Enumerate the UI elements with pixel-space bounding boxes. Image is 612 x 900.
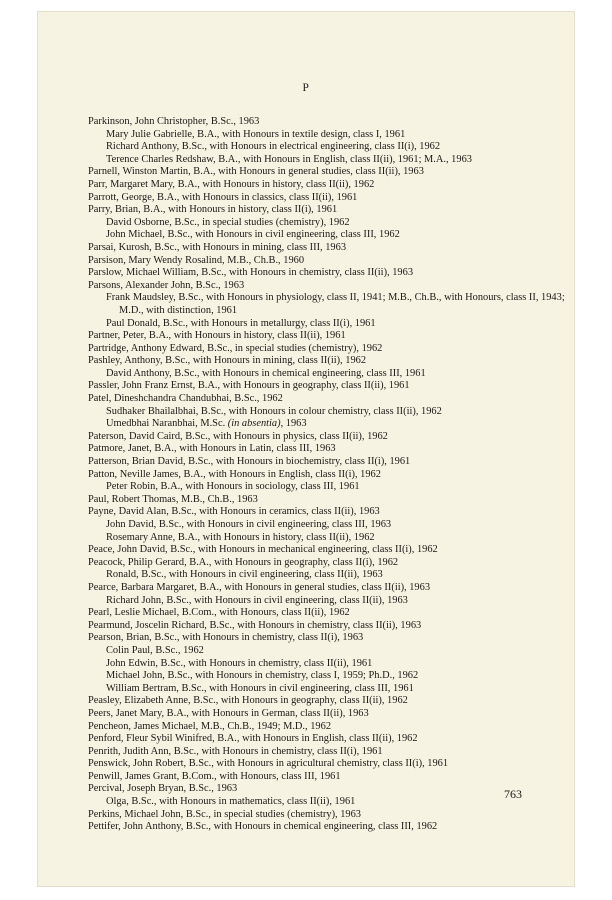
entry-text: Peter Robin, B.A., with Honours in sociology, class III, 1961 xyxy=(106,481,360,493)
sub-entry xyxy=(88,796,568,809)
entry xyxy=(88,355,568,368)
entry-text: Parkinson, John Christopher, B.Sc., 1963 xyxy=(88,116,260,127)
entry-text: Perkins, Michael John, B.Sc., in special studies (chemistry), 1963 xyxy=(88,808,362,820)
entry xyxy=(88,192,568,205)
sub-entry xyxy=(88,683,568,696)
entry xyxy=(88,544,568,557)
entry-text: Umedbhai Naranbhai, M.Sc. xyxy=(106,418,228,430)
entry-text: John Michael, B.Sc., with Honours in civil engineering, class III, 1962 xyxy=(106,229,400,241)
entry-text: Frank Maudsley, B.Sc., with Honours in physiology, class II, 1941; M.B., Ch.B., with Honours, class II, 1943; M.D., with distinction, 1961 xyxy=(106,292,565,316)
entry-text: Paterson, David Caird, B.Sc., with Honours in physics, class II(ii), 1962 xyxy=(88,430,388,442)
entry-text: Parr, Margaret Mary, B.A., with Honours in history, class II(ii), 1962 xyxy=(88,178,375,190)
entry xyxy=(88,620,568,633)
entry-text: Colin Paul, B.Sc., 1962 xyxy=(106,644,204,656)
entry-text: Patton, Neville James, B.A., with Honours in English, class II(i), 1962 xyxy=(88,468,381,480)
entry-text: Partner, Peter, B.A., with Honours in history, class II(ii), 1961 xyxy=(88,330,346,342)
entry xyxy=(88,204,568,217)
entry-text: Percival, Joseph Bryan, B.Sc., 1963 xyxy=(88,783,238,795)
sub-entry xyxy=(88,532,568,545)
entry-text: Michael John, B.Sc., with Honours in chemistry, class I, 1959; Ph.D., 1962 xyxy=(106,670,419,682)
entry-text: John Edwin, B.Sc., with Honours in chemistry, class II(ii), 1961 xyxy=(106,657,373,669)
entry-text: Patterson, Brian David, B.Sc., with Honours in biochemistry, class II(i), 1961 xyxy=(88,456,411,468)
sub-entry xyxy=(88,670,568,683)
sub-entry xyxy=(88,154,568,167)
entry xyxy=(88,443,568,456)
entry-text: Pearl, Leslie Michael, B.Com., with Honours, class II(ii), 1962 xyxy=(88,607,350,619)
entry-text: Partridge, Anthony Edward, B.Sc., in special studies (chemistry), 1962 xyxy=(88,342,383,354)
entry-text: Pencheon, James Michael, M.B., Ch.B., 1949; M.D., 1962 xyxy=(88,720,332,732)
entry xyxy=(88,343,568,356)
entry-text: David Osborne, B.Sc., in special studies (chemistry), 1962 xyxy=(106,216,350,228)
entry-text: Pearson, Brian, B.Sc., with Honours in chemistry, class II(i), 1963 xyxy=(88,632,364,644)
entry xyxy=(88,255,568,268)
entry-text: Peasley, Elizabeth Anne, B.Sc., with Honours in geography, class II(ii), 1962 xyxy=(88,695,408,707)
entry-text: Mary Julie Gabrielle, B.A., with Honours in textile design, class I, 1961 xyxy=(106,128,406,140)
entry-text-tail: , 1963 xyxy=(280,418,307,430)
sub-entry xyxy=(88,418,568,431)
entry-text: Pashley, Anthony, B.Sc., with Honours in mining, class II(ii), 1962 xyxy=(88,355,367,367)
sub-entry xyxy=(88,292,568,317)
entry-text: Peers, Janet Mary, B.A., with Honours in German, class II(ii), 1963 xyxy=(88,707,369,719)
sub-entry xyxy=(88,129,568,142)
entry-text: Pearmund, Joscelin Richard, B.Sc., with Honours in chemistry, class II(ii), 1963 xyxy=(88,619,422,631)
section-letter: P xyxy=(302,82,310,94)
entry-text: Parrott, George, B.A., with Honours in classics, class II(ii), 1961 xyxy=(88,191,358,203)
entry xyxy=(88,695,568,708)
entry xyxy=(88,456,568,469)
entry-text: David Anthony, B.Sc., with Honours in chemical engineering, class III, 1961 xyxy=(106,367,426,379)
entry-text: Terence Charles Redshaw, B.A., with Honours in English, class II(ii), 1961; M.A., 1963 xyxy=(106,153,472,165)
register-entries xyxy=(88,116,568,834)
entry xyxy=(88,809,568,822)
entry-text: Parslow, Michael William, B.Sc., with Honours in chemistry, class II(ii), 1963 xyxy=(88,267,414,279)
entry xyxy=(88,166,568,179)
entry xyxy=(88,557,568,570)
entry-text: Patel, Dineshchandra Chandubhai, B.Sc., 1962 xyxy=(88,393,283,405)
entry xyxy=(88,330,568,343)
entry xyxy=(88,607,568,620)
entry xyxy=(88,746,568,759)
sub-entry xyxy=(88,481,568,494)
entry-text: Penford, Fleur Sybil Winifred, B.A., with Honours in English, class II(ii), 1962 xyxy=(88,733,418,745)
entry-text: Rosemary Anne, B.A., with Honours in history, class II(ii), 1962 xyxy=(106,531,375,543)
sub-entry xyxy=(88,229,568,242)
page-number: 763 xyxy=(504,787,522,801)
entry xyxy=(88,506,568,519)
entry xyxy=(88,783,568,796)
sub-entry xyxy=(88,368,568,381)
entry-text: Peace, John David, B.Sc., with Honours in mechanical engineering, class II(i), 1962 xyxy=(88,544,438,556)
entry-text: Parnell, Winston Martin, B.A., with Honours in general studies, class II(ii), 1963 xyxy=(88,166,424,178)
entry-text: Penswick, John Robert, B.Sc., with Honours in agricultural chemistry, class II(i), 1961 xyxy=(88,758,449,770)
entry-text: Pettifer, John Anthony, B.Sc., with Honours in chemical engineering, class III, 1962 xyxy=(88,821,438,833)
entry-text: Parsai, Kurosh, B.Sc., with Honours in mining, class III, 1963 xyxy=(88,241,347,253)
entry-italic-text: (in absentia) xyxy=(227,418,281,430)
sub-entry xyxy=(88,318,568,331)
entry xyxy=(88,733,568,746)
entry-text: Parsons, Alexander John, B.Sc., 1963 xyxy=(88,279,245,291)
sub-entry xyxy=(88,141,568,154)
book-page xyxy=(38,12,574,886)
entry xyxy=(88,116,568,129)
sub-entry xyxy=(88,569,568,582)
entry xyxy=(88,632,568,645)
entry xyxy=(88,708,568,721)
entry xyxy=(88,821,568,834)
entry xyxy=(88,721,568,734)
entry-text: Paul Donald, B.Sc., with Honours in metallurgy, class II(i), 1961 xyxy=(106,317,376,329)
entry-text: Paul, Robert Thomas, M.B., Ch.B., 1963 xyxy=(88,493,258,505)
sub-entry xyxy=(88,406,568,419)
entry-text: Penrith, Judith Ann, B.Sc., with Honours in chemistry, class II(i), 1961 xyxy=(88,745,383,757)
entry-text: Peacock, Philip Gerard, B.A., with Honours in geography, class II(i), 1962 xyxy=(88,556,399,568)
entry-text: Parry, Brian, B.A., with Honours in history, class II(i), 1961 xyxy=(88,204,338,216)
entry xyxy=(88,380,568,393)
entry-text: John David, B.Sc., with Honours in civil engineering, class III, 1963 xyxy=(106,519,392,530)
entry xyxy=(88,758,568,771)
sub-entry xyxy=(88,658,568,671)
sub-entry xyxy=(88,217,568,230)
entry xyxy=(88,242,568,255)
entry xyxy=(88,280,568,293)
entry xyxy=(88,431,568,444)
entry xyxy=(88,582,568,595)
entry-text: Richard Anthony, B.Sc., with Honours in electrical engineering, class II(i), 1962 xyxy=(106,141,441,153)
sub-entry xyxy=(88,595,568,608)
entry-text: Payne, David Alan, B.Sc., with Honours in ceramics, class II(ii), 1963 xyxy=(88,506,380,518)
entry xyxy=(88,393,568,406)
entry-text: Ronald, B.Sc., with Honours in civil engineering, class II(ii), 1963 xyxy=(106,569,383,581)
entry-text: Richard John, B.Sc., with Honours in civil engineering, class II(ii), 1963 xyxy=(106,594,408,606)
entry xyxy=(88,267,568,280)
entry-text: Olga, B.Sc., with Honours in mathematics, class II(ii), 1961 xyxy=(106,796,356,808)
entry-text: Sudhaker Bhailalbhai, B.Sc., with Honours in colour chemistry, class II(ii), 1962 xyxy=(106,405,442,417)
entry xyxy=(88,469,568,482)
entry-text: William Bertram, B.Sc., with Honours in civil engineering, class III, 1961 xyxy=(106,682,414,694)
sub-entry xyxy=(88,519,568,532)
entry-text: Patmore, Janet, B.A., with Honours in Latin, class III, 1963 xyxy=(88,443,336,455)
entry xyxy=(88,771,568,784)
sub-entry xyxy=(88,645,568,658)
entry xyxy=(88,494,568,507)
entry xyxy=(88,179,568,192)
entry-text: Parsison, Mary Wendy Rosalind, M.B., Ch.B., 1960 xyxy=(88,254,305,266)
entry-text: Pearce, Barbara Margaret, B.A., with Honours in general studies, class II(ii), 1963 xyxy=(88,581,431,593)
entry-text: Passler, John Franz Ernst, B.A., with Honours in geography, class II(ii), 1961 xyxy=(88,380,410,392)
entry-text: Penwill, James Grant, B.Com., with Honours, class III, 1961 xyxy=(88,770,341,782)
